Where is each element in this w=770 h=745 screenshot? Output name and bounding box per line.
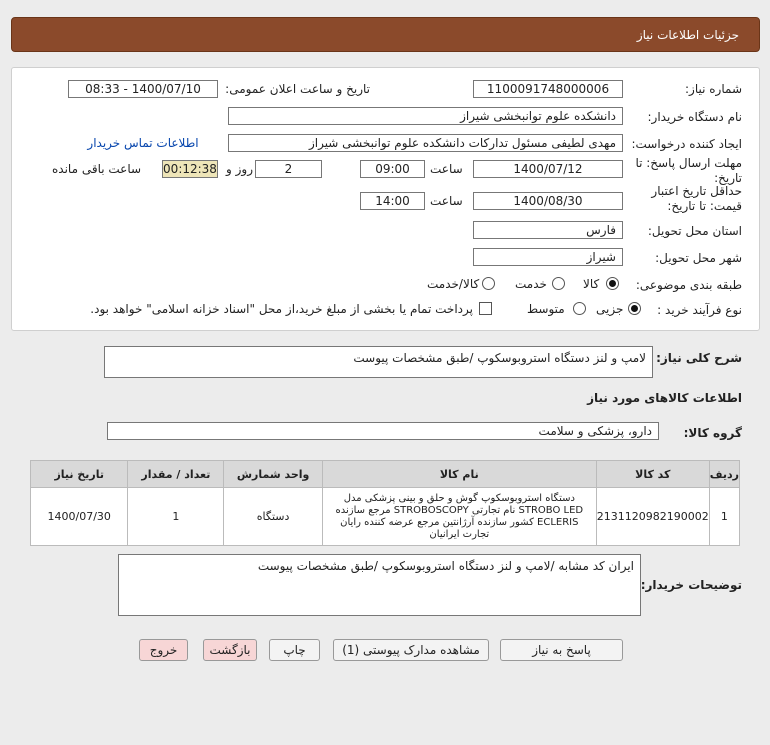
col-header-code: کد کالا [596, 461, 709, 488]
cell-unit: دستگاه [224, 488, 322, 546]
buyer-org-label: نام دستگاه خریدار: [647, 110, 742, 124]
remaining-label: ساعت باقی مانده [52, 162, 142, 176]
col-header-unit: واحد شمارش [224, 461, 322, 488]
cell-quantity: 1 [128, 488, 224, 546]
table-row [31, 488, 740, 546]
cell-name: دستگاه استروبوسکوپ گوش و حلق و بینی پزشکی مدل STROBO LED نام تجارتی STROBOSCOPY مرجع سازنده ECLERIS کشور سازنده آرژانتین مرجع عرضه کننده رایان تجارت ایرانیان [322, 488, 596, 546]
remaining-time-field: 00:12:38 [163, 162, 217, 176]
announce-field: 1400/07/10 - 08:33 [68, 80, 218, 98]
need-number-label: شماره نیاز: [685, 82, 742, 96]
back-button[interactable]: بازگشت [203, 639, 257, 661]
deadline-label: مهلت ارسال پاسخ: تا تاریخ: [635, 156, 742, 185]
summary-field: لامپ و لنز دستگاه استروبوسکوپ /طبق مشخصات پیوست [104, 346, 653, 378]
col-header-date: تاریخ نیاز [31, 461, 128, 488]
summary-label: شرح کلی نیاز: [656, 351, 742, 365]
goods-table [30, 460, 740, 546]
page-header [11, 17, 760, 52]
view-docs-button[interactable]: مشاهده مدارک پیوستی (1) [333, 639, 489, 661]
cell-code: 2131120982190002 [596, 488, 709, 546]
process-label: نوع فرآیند خرید : [657, 303, 742, 317]
province-label: استان محل تحویل: [647, 224, 742, 238]
cell-row-index: 1 [709, 488, 739, 546]
buyer-org-field: دانشکده علوم توانبخشی شیراز [228, 107, 623, 125]
category-service-radio[interactable] [552, 277, 565, 290]
cell-date: 1400/07/30 [31, 488, 128, 546]
validity-time-label: ساعت [430, 194, 463, 208]
validity-label: حداقل تاریخ اعتبار قیمت: تا تاریخ: [651, 184, 742, 213]
category-both-radio[interactable] [482, 277, 495, 290]
province-field: فارس [473, 221, 623, 239]
announce-label: تاریخ و ساعت اعلان عمومی: [225, 82, 370, 96]
process-partial-radio[interactable] [628, 302, 641, 315]
creator-label: ایجاد کننده درخواست: [631, 137, 742, 151]
reply-button[interactable]: پاسخ به نیاز [500, 639, 623, 661]
treasury-note: پرداخت تمام یا بخشی از مبلغ خرید،از محل "اسناد خزانه اسلامی" خواهد بود. [90, 302, 473, 316]
category-goods-radio[interactable] [606, 277, 619, 290]
deadline-time-label: ساعت [430, 162, 463, 176]
notes-label: توضیحات خریدار: [640, 578, 742, 592]
category-both-label: کالا/خدمت [427, 277, 480, 291]
category-goods-label: کالا [583, 277, 600, 291]
col-header-row-index: ردیف [709, 461, 739, 488]
deadline-date-field: 1400/07/12 [473, 160, 623, 178]
exit-button[interactable]: خروج [139, 639, 188, 661]
days-label: روز و [226, 162, 253, 176]
print-button[interactable]: چاپ [269, 639, 320, 661]
group-field: دارو، پزشکی و سلامت [107, 422, 659, 440]
goods-section-title: اطلاعات کالاهای مورد نیاز [587, 391, 742, 405]
buyer-contact-link[interactable]: اطلاعات تماس خریدار [87, 136, 199, 150]
validity-time-field: 14:00 [360, 192, 425, 210]
city-field: شیراز [473, 248, 623, 266]
group-label: گروه کالا: [683, 426, 742, 440]
need-number-field: 1100091748000006 [473, 80, 623, 98]
category-label: طبقه بندی موضوعی: [635, 278, 742, 292]
creator-field: مهدی لطیفی مسئول تدارکات دانشکده علوم توانبخشی شیراز [228, 134, 623, 152]
col-header-quantity: تعداد / مقدار [128, 461, 224, 488]
page-title: جزئیات اطلاعات نیاز [636, 28, 739, 42]
deadline-time-field: 09:00 [360, 160, 425, 178]
validity-date-field: 1400/08/30 [473, 192, 623, 210]
process-medium-radio[interactable] [573, 302, 586, 315]
days-field: 2 [255, 160, 322, 178]
category-service-label: خدمت [515, 277, 547, 291]
notes-field: ایران کد مشابه /لامپ و لنز دستگاه استروبوسکوپ /طبق مشخصات پیوست [118, 554, 641, 616]
city-label: شهر محل تحویل: [655, 251, 742, 265]
col-header-name: نام کالا [322, 461, 596, 488]
process-medium-label: متوسط [527, 302, 565, 316]
process-partial-label: جزیی [596, 302, 624, 316]
treasury-checkbox[interactable] [479, 302, 492, 315]
